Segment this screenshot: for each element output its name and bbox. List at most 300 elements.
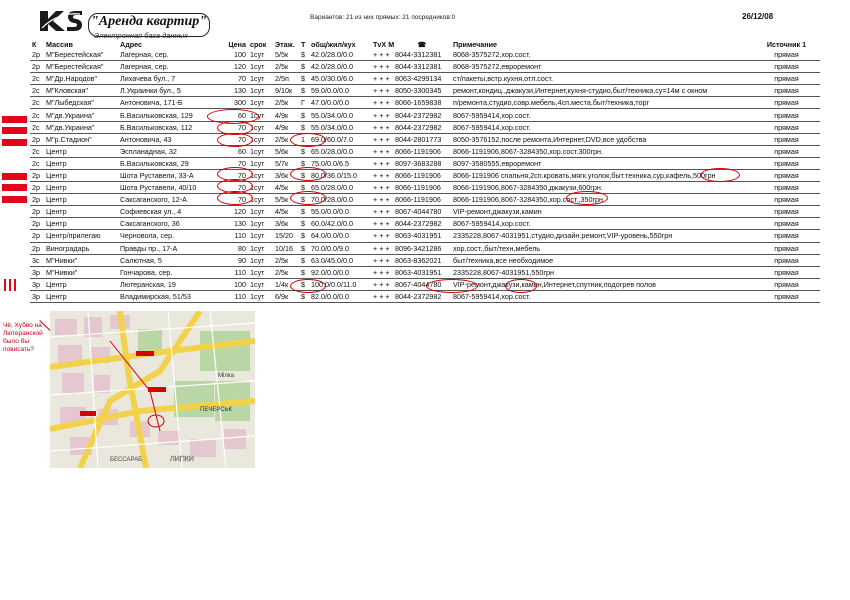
cell-area-name: М"дв.Украина" <box>44 121 118 133</box>
map-label: БЕССАРАБ <box>110 457 143 463</box>
cell-term: 1сут <box>248 254 273 266</box>
cell-note: 8067-5959414,хор.сост. <box>451 121 753 133</box>
table-row <box>30 73 820 85</box>
cell-area-name: Центр/прилегаю <box>44 230 118 242</box>
cell-floor: 5/7к <box>273 157 299 169</box>
cell-phone: 8066-1191906 <box>393 182 451 194</box>
cell-phone: 8063-4031951 <box>393 266 451 278</box>
cell-area-sqm: 55.0/34.0/0.0 <box>309 121 371 133</box>
row-highlight-marker <box>2 116 27 123</box>
cell-note: 8066-1191906,8067-3284350,джакузи,600грн. <box>451 182 753 194</box>
table-row <box>30 61 820 73</box>
cell-area-name: Центр <box>44 182 118 194</box>
cell-floor: 15/20 <box>273 230 299 242</box>
cell-address: Правды пр., 17-А <box>118 242 220 254</box>
cell-room-type: 2р <box>30 218 44 230</box>
cell-note: быт/техника,все необходимое <box>451 254 753 266</box>
cell-term: 1сут <box>248 230 273 242</box>
cell-area-sqm: 60.0/42.0/0.0 <box>309 218 371 230</box>
cell-tvx: + + + <box>371 133 393 145</box>
cell-price: 110 <box>220 266 248 278</box>
cell-address: Лютеранская, 19 <box>118 278 220 290</box>
cell-tvx: + + + <box>371 109 393 121</box>
cell-area-sqm: 69.0/60.0/7.0 <box>309 133 371 145</box>
map-label: Мілка <box>218 373 234 379</box>
cell-source: прямая <box>753 97 820 109</box>
cell-phone: 8063-4031951 <box>393 230 451 242</box>
cell-address: Антоновича, 43 <box>118 133 220 145</box>
cell-price: 70 <box>220 73 248 85</box>
cell-price: 130 <box>220 85 248 97</box>
cell-area-sqm: 70.0/28.0/0.0 <box>309 194 371 206</box>
cell-phone: 8063-4299134 <box>393 73 451 85</box>
cell-note: 8068-3575272,хор.сост. <box>451 49 753 61</box>
cell-address: Владимирская, 51/53 <box>118 290 220 302</box>
cell-note: 8097-3580555,евроремонт <box>451 157 753 169</box>
row-highlight-marker <box>2 127 27 134</box>
cell-floor: 4/5к <box>273 182 299 194</box>
cell-tvx: + + + <box>371 194 393 206</box>
cell-term: 1сут <box>248 145 273 157</box>
cell-floor: 4/9к <box>273 121 299 133</box>
row-highlight-marker <box>2 184 27 191</box>
table-row <box>30 109 820 121</box>
cell-floor: 2/5к <box>273 133 299 145</box>
cell-source: прямая <box>753 278 820 290</box>
cell-price: 70 <box>220 182 248 194</box>
cell-address: Б.Васильковская, 112 <box>118 121 220 133</box>
cell-tvx: + + + <box>371 290 393 302</box>
cell-tvx: + + + <box>371 254 393 266</box>
cell-area-name: Центр <box>44 169 118 181</box>
cell-source: прямая <box>753 133 820 145</box>
cell-area-name: Центр <box>44 145 118 157</box>
cell-floor: 6/9к <box>273 290 299 302</box>
cell-phone: 8066-1191906 <box>393 145 451 157</box>
cell-area-name: М"Берестейская" <box>44 49 118 61</box>
cell-note: 8067-5959414,хор.сост. <box>451 109 753 121</box>
ks-logo-icon <box>38 8 84 34</box>
cell-floor: 2/5к <box>273 254 299 266</box>
cell-phone: 8066-1659838 <box>393 97 451 109</box>
table-row <box>30 206 820 218</box>
cell-address: Саксаганского, 12-А <box>118 194 220 206</box>
row-highlight-marker <box>4 279 6 291</box>
table-row <box>30 182 820 194</box>
cell-phone: 8044-3312381 <box>393 49 451 61</box>
city-map <box>50 311 255 468</box>
table-row <box>30 218 820 230</box>
cell-area-sqm: 82.0/0.0/0.0 <box>309 290 371 302</box>
table-header-row <box>30 40 820 49</box>
cell-type: $ <box>299 254 309 266</box>
cell-price: 60 <box>220 109 248 121</box>
row-highlight-marker <box>14 279 16 291</box>
cell-area-sqm: 80.0/36.0/15.0 <box>309 169 371 181</box>
cell-area-name: Центр <box>44 194 118 206</box>
cell-area-sqm: 63.0/45.0/0.0 <box>309 254 371 266</box>
cell-source: прямая <box>753 145 820 157</box>
cell-phone: 8050-3300345 <box>393 85 451 97</box>
cell-type: $ <box>299 169 309 181</box>
cell-note: 8067-5959414,хор.сост. <box>451 290 753 302</box>
cell-price: 70 <box>220 133 248 145</box>
cell-room-type: 3р <box>30 266 44 278</box>
cell-tvx: + + + <box>371 169 393 181</box>
cell-area-sqm: 55.0/0.0/0.0 <box>309 206 371 218</box>
cell-room-type: 2р <box>30 133 44 145</box>
cell-source: прямая <box>753 85 820 97</box>
cell-note: 2335228,8067-4031951,студио,дизайн.ремонт,VIP-уровень,550грн <box>451 230 753 242</box>
cell-area-sqm: 65.0/28.0/0.0 <box>309 145 371 157</box>
cell-area-name: М"Нивки" <box>44 266 118 278</box>
cell-note: 8067-5959414,хор.сост. <box>451 218 753 230</box>
cell-tvx: + + + <box>371 182 393 194</box>
cell-term: 1сут <box>248 278 273 290</box>
cell-tvx: + + + <box>371 242 393 254</box>
cell-type: $ <box>299 121 309 133</box>
cell-area-name: М"дв.Украина" <box>44 109 118 121</box>
cell-phone: 8044-3312381 <box>393 61 451 73</box>
col-header-source: Источник 1 <box>766 40 807 49</box>
cell-area-sqm: 65.0/28.0/0.0 <box>309 182 371 194</box>
cell-note: ремонт,кондиц.,джакузи,Интернет,кухня-студио,быт/техника,су=14м с окном <box>451 85 753 97</box>
col-header-phone: ☎ <box>417 40 427 49</box>
cell-phone: 8067-4044780 <box>393 278 451 290</box>
cell-type: $ <box>299 182 309 194</box>
cell-area-sqm: 75.0/0.0/6.5 <box>309 157 371 169</box>
cell-address: Салютная, 5 <box>118 254 220 266</box>
row-highlight-marker <box>2 196 27 203</box>
cell-room-type: 2с <box>30 97 44 109</box>
row-highlight-marker <box>2 173 27 180</box>
cell-floor: 10/16 <box>273 242 299 254</box>
cell-room-type: 2с <box>30 73 44 85</box>
cell-address: Шота Руставели, 40/10 <box>118 182 220 194</box>
cell-source: прямая <box>753 121 820 133</box>
cell-floor: 2/5к <box>273 61 299 73</box>
handwritten-note: Чё, Хубво на Лютеранской было бы повисать? <box>3 322 43 353</box>
cell-phone: 8044-2372982 <box>393 109 451 121</box>
cell-area-name: М"Берестейская" <box>44 61 118 73</box>
cell-address: Гончарова, сер. <box>118 266 220 278</box>
report-date: 26/12/08 <box>742 12 774 21</box>
cell-note: 8066-1191906,8067-3284350,хор.сост.,350грн. <box>451 194 753 206</box>
cell-type: $ <box>299 85 309 97</box>
col-header-address: Адрес <box>120 40 143 49</box>
cell-type: $ <box>299 218 309 230</box>
listings-table <box>30 40 820 303</box>
cell-floor: 3/6к <box>273 169 299 181</box>
cell-room-type: 2с <box>30 145 44 157</box>
row-highlight-marker <box>9 279 11 291</box>
cell-price: 70 <box>220 121 248 133</box>
cell-price: 100 <box>220 278 248 290</box>
col-header-tvx: ТvХ М <box>373 40 395 49</box>
cell-type: $ <box>299 242 309 254</box>
cell-term: 1сут <box>248 157 273 169</box>
table-row <box>30 278 820 290</box>
cell-room-type: 2с <box>30 109 44 121</box>
cell-price: 80 <box>220 242 248 254</box>
table-row <box>30 145 820 157</box>
brand-subtitle: Электронная база данных <box>94 31 188 40</box>
cell-note: 2335228,8067-4031951,550грн <box>451 266 753 278</box>
cell-phone: 8067-4044780 <box>393 206 451 218</box>
cell-note: ст/пакеты,встр.кухня,отл.сост. <box>451 73 753 85</box>
cell-tvx: + + + <box>371 206 393 218</box>
cell-price: 60 <box>220 145 248 157</box>
table-row <box>30 133 820 145</box>
cell-area-sqm: 42.0/28.0/0.0 <box>309 61 371 73</box>
cell-type: $ <box>299 278 309 290</box>
cell-note: 8050-3576152,после ремонта,Интернет,DVD,все удобства <box>451 133 753 145</box>
cell-source: прямая <box>753 109 820 121</box>
cell-room-type: 3р <box>30 290 44 302</box>
cell-term: 1сут <box>248 121 273 133</box>
cell-area-name: Центр <box>44 290 118 302</box>
cell-note: п/ремонта,студио,совр.мебель,4сп.места,быт/техника,торг <box>451 97 753 109</box>
map-label: ПЕЧЕРСЬК <box>200 407 233 413</box>
cell-source: прямая <box>753 169 820 181</box>
table-row <box>30 157 820 169</box>
cell-source: прямая <box>753 206 820 218</box>
cell-room-type: 3р <box>30 278 44 290</box>
cell-area-name: Виноградарь <box>44 242 118 254</box>
cell-tvx: + + + <box>371 145 393 157</box>
cell-term: 1сут <box>248 194 273 206</box>
col-header-k: К <box>32 40 37 49</box>
cell-address: Антоновича, 171-Б <box>118 97 220 109</box>
table-row <box>30 242 820 254</box>
cell-note: 8068-3575272,евроремонт <box>451 61 753 73</box>
cell-source: прямая <box>753 266 820 278</box>
cell-tvx: + + + <box>371 97 393 109</box>
cell-tvx: + + + <box>371 157 393 169</box>
cell-term: 1сут <box>248 133 273 145</box>
cell-area-sqm: 45.0/30.0/6.0 <box>309 73 371 85</box>
cell-phone: 8096-3421286 <box>393 242 451 254</box>
cell-tvx: + + + <box>371 73 393 85</box>
cell-floor: 5/5к <box>273 194 299 206</box>
cell-term: 1сут <box>248 73 273 85</box>
cell-source: прямая <box>753 182 820 194</box>
cell-address: Лагерная, сер. <box>118 61 220 73</box>
table-row <box>30 169 820 181</box>
cell-floor: 1/4к <box>273 278 299 290</box>
cell-price: 110 <box>220 230 248 242</box>
cell-tvx: + + + <box>371 266 393 278</box>
cell-source: прямая <box>753 242 820 254</box>
cell-term: 1сут <box>248 266 273 278</box>
cell-price: 110 <box>220 290 248 302</box>
table-row <box>30 266 820 278</box>
cell-room-type: 2р <box>30 182 44 194</box>
cell-source: прямая <box>753 218 820 230</box>
cell-floor: 5/6к <box>273 145 299 157</box>
cell-address: Черновола, сер. <box>118 230 220 242</box>
cell-type: $ <box>299 194 309 206</box>
cell-term: 1сут <box>248 49 273 61</box>
cell-floor: 4/5к <box>273 206 299 218</box>
cell-phone: 8044-2372982 <box>393 218 451 230</box>
cell-address: Саксаганского, 36 <box>118 218 220 230</box>
cell-room-type: 2р <box>30 169 44 181</box>
cell-area-sqm: 55.0/34.0/0.0 <box>309 109 371 121</box>
cell-source: прямая <box>753 290 820 302</box>
cell-area-name: Центр <box>44 206 118 218</box>
cell-price: 70 <box>220 169 248 181</box>
map-label: ЛИПКИ <box>170 456 194 463</box>
cell-area-name: М"Др.Народов" <box>44 73 118 85</box>
cell-source: прямая <box>753 73 820 85</box>
row-highlight-marker <box>2 139 27 146</box>
cell-type: 1 <box>299 133 309 145</box>
cell-price: 90 <box>220 254 248 266</box>
col-header-term: срок <box>250 40 267 49</box>
table-row <box>30 194 820 206</box>
cell-area-sqm: 47.0/0.0/0.0 <box>309 97 371 109</box>
cell-floor: 2/5п <box>273 73 299 85</box>
cell-type: $ <box>299 49 309 61</box>
cell-phone: 8044-2372982 <box>393 290 451 302</box>
cell-address: Б.Васильковская, 29 <box>118 157 220 169</box>
cell-price: 70 <box>220 194 248 206</box>
cell-type: Г <box>299 97 309 109</box>
cell-floor: 9/10к <box>273 85 299 97</box>
cell-tvx: + + + <box>371 121 393 133</box>
cell-note: 8066-1191906,8067-3284350,хор.сост.300грн. <box>451 145 753 157</box>
cell-area-sqm: 92.0/0.0/0.0 <box>309 266 371 278</box>
table-row <box>30 85 820 97</box>
cell-note: 8066-1191906 спальня,2сп.кровать,мягк.уголок,быт.техника,сур,кафель,500грн <box>451 169 753 181</box>
cell-room-type: 2р <box>30 61 44 73</box>
cell-type: $ <box>299 157 309 169</box>
cell-term: 1сут <box>248 109 273 121</box>
cell-area-sqm: 100.0/0.0/11.0 <box>309 278 371 290</box>
cell-area-name: М"Лыбедская" <box>44 97 118 109</box>
cell-price: 100 <box>220 49 248 61</box>
cell-room-type: 2р <box>30 49 44 61</box>
cell-note: хор.сост.,быт/техн,мебель <box>451 242 753 254</box>
table-row <box>30 97 820 109</box>
variants-summary: Вариантов: 21 из них прямых: 21 посредников:0 <box>310 14 456 21</box>
cell-price: 130 <box>220 218 248 230</box>
cell-phone: 8063-8362021 <box>393 254 451 266</box>
cell-area-sqm: 59.0/0.0/0.0 <box>309 85 371 97</box>
cell-room-type: 2р <box>30 230 44 242</box>
cell-source: прямая <box>753 157 820 169</box>
cell-source: прямая <box>753 254 820 266</box>
cell-area-name: Центр <box>44 278 118 290</box>
cell-area-name: Центр <box>44 218 118 230</box>
map-graphic <box>50 311 255 468</box>
cell-price: 120 <box>220 206 248 218</box>
cell-room-type: 2с <box>30 121 44 133</box>
cell-phone: 8044-2801773 <box>393 133 451 145</box>
table-row <box>30 290 820 302</box>
col-header-type: Т <box>301 40 306 49</box>
cell-area-name: М"р.Стадион" <box>44 133 118 145</box>
cell-address: Лихачева бул., 7 <box>118 73 220 85</box>
cell-term: 1сут <box>248 206 273 218</box>
cell-address: Софиевская ул., 4 <box>118 206 220 218</box>
cell-source: прямая <box>753 61 820 73</box>
cell-room-type: 2р <box>30 242 44 254</box>
cell-source: прямая <box>753 49 820 61</box>
cell-tvx: + + + <box>371 278 393 290</box>
cell-room-type: 2с <box>30 85 44 97</box>
cell-source: прямая <box>753 230 820 242</box>
cell-room-type: 2р <box>30 206 44 218</box>
cell-room-type: 2с <box>30 157 44 169</box>
cell-type: $ <box>299 73 309 85</box>
cell-type: $ <box>299 61 309 73</box>
cell-address: Л.Украинки бул., 5 <box>118 85 220 97</box>
cell-phone: 8044-2372982 <box>393 121 451 133</box>
col-header-area-sqm: общ/жил/кух <box>311 40 356 49</box>
cell-term: 1сут <box>248 242 273 254</box>
cell-price: 120 <box>220 61 248 73</box>
cell-price: 300 <box>220 97 248 109</box>
cell-tvx: + + + <box>371 218 393 230</box>
table-row <box>30 254 820 266</box>
cell-room-type: 2р <box>30 194 44 206</box>
cell-floor: 3/6к <box>273 218 299 230</box>
cell-tvx: + + + <box>371 85 393 97</box>
cell-phone: 8066-1191906 <box>393 169 451 181</box>
brand-title: "Аренда квартир" <box>90 14 208 29</box>
cell-type: $ <box>299 109 309 121</box>
cell-phone: 8066-1191906 <box>393 194 451 206</box>
cell-address: Б.Васильковская, 129 <box>118 109 220 121</box>
col-header-price: Цена <box>228 40 246 49</box>
cell-floor: 4/9к <box>273 109 299 121</box>
cell-area-name: М"Кловская" <box>44 85 118 97</box>
col-header-floor: Этаж. <box>275 40 295 49</box>
cell-phone: 8097-3683288 <box>393 157 451 169</box>
cell-floor: 2/5к <box>273 97 299 109</box>
cell-term: 1сут <box>248 97 273 109</box>
cell-type: $ <box>299 290 309 302</box>
cell-type: $ <box>299 266 309 278</box>
cell-note: VIP-ремонт,джакузи,камин <box>451 206 753 218</box>
cell-term: 1сут <box>248 169 273 181</box>
cell-address: Шота Руставели, 33-А <box>118 169 220 181</box>
cell-term: 1сут <box>248 182 273 194</box>
cell-room-type: 3с <box>30 254 44 266</box>
cell-type: $ <box>299 145 309 157</box>
cell-type: $ <box>299 206 309 218</box>
cell-tvx: + + + <box>371 61 393 73</box>
cell-term: 1сут <box>248 61 273 73</box>
cell-area-name: Центр <box>44 157 118 169</box>
cell-term: 1сут <box>248 218 273 230</box>
cell-area-name: М"Нивки" <box>44 254 118 266</box>
cell-area-sqm: 42.0/28.0/0.0 <box>309 49 371 61</box>
cell-area-sqm: 64.0/0.0/0.0 <box>309 230 371 242</box>
col-header-note: Примечание <box>453 40 498 49</box>
cell-type: $ <box>299 230 309 242</box>
cell-tvx: + + + <box>371 230 393 242</box>
table-row <box>30 49 820 61</box>
cell-term: 1сут <box>248 85 273 97</box>
cell-area-sqm: 70.0/0.0/9.0 <box>309 242 371 254</box>
cell-address: Лагерная, сер. <box>118 49 220 61</box>
cell-price: 70 <box>220 157 248 169</box>
table-row <box>30 230 820 242</box>
cell-term: 1сут <box>248 290 273 302</box>
